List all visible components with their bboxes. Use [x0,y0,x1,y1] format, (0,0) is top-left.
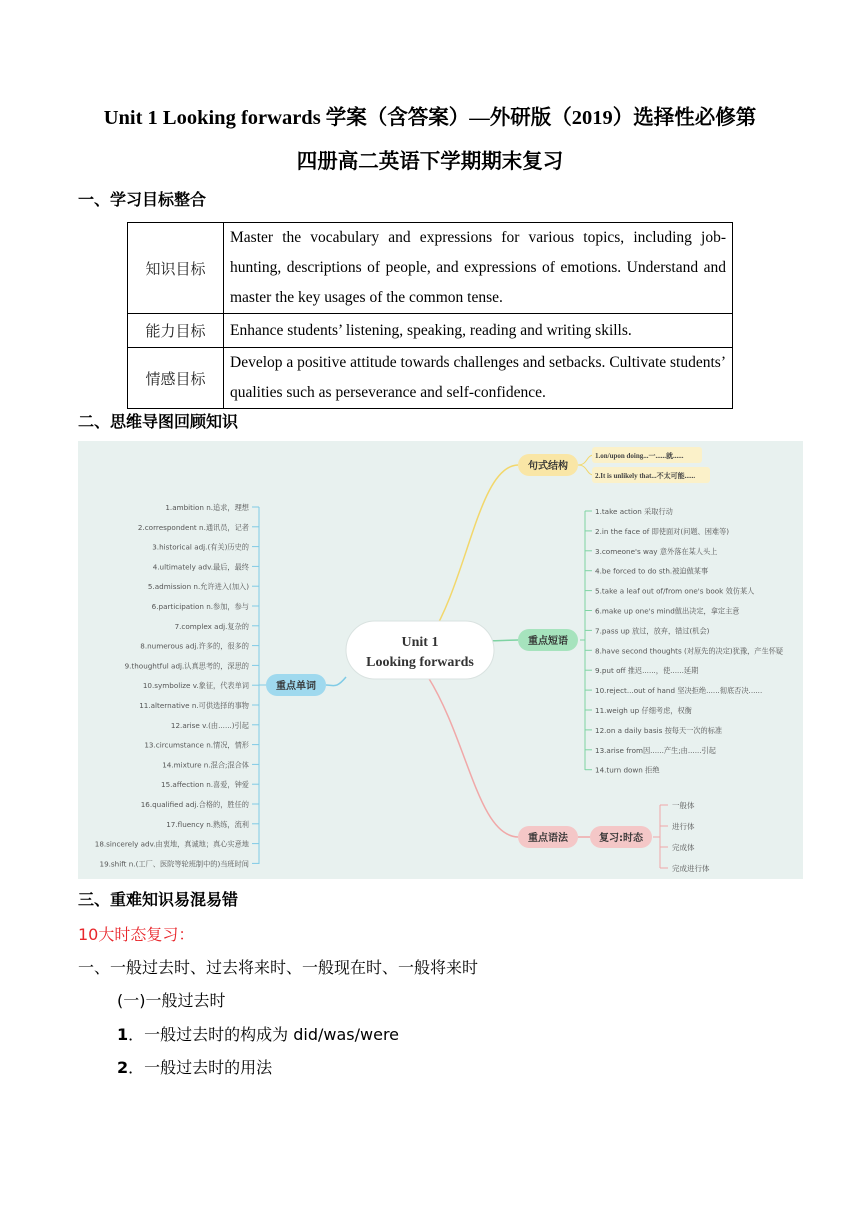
goal-key: 能力目标 [128,314,224,348]
structure-item: 1.on/upon doing...一......就...... [595,452,684,460]
grammar-list [672,800,710,873]
word-item: 13.circumstance n.情况，情形 [144,740,249,750]
branch-words-label: 重点单词 [276,681,316,692]
grammar-sub-label: 复习:时态 [599,833,643,844]
goals-row [128,314,733,348]
goal-key: 情感目标 [128,348,224,409]
word-item: 3.historical adj.(有关)历史的 [152,542,249,552]
phrase-list [595,507,783,775]
document-title-line2: 四册高二英语下学期期末复习 [296,151,564,173]
word-item: 12.arise v.(由......)引起 [170,720,249,730]
item-text: 一般过去时的用法 [144,1058,273,1077]
document-title-line1: Unit 1 Looking forwards 学案（含答案）—外研版（2019）选择性必修第 [103,107,757,129]
branch-phrases-label: 重点短语 [528,636,568,647]
word-item: 15.affection n.喜爱，钟爱 [161,780,249,790]
section-heading-key-points: 三、重难知识易混易错 [78,890,239,909]
goals-row [128,348,733,409]
numbered-item [117,1058,272,1078]
word-item: 14.mixture n.混合;混合体 [162,760,249,770]
center-title-line2: Looking forwards [366,655,474,670]
word-item: 16.qualified adj.合格的，胜任的 [140,800,249,809]
phrase-ticks [585,511,592,770]
goals-table [127,222,733,409]
phrase-item: 2.in the face of 即使面对(问题、困难等) [595,526,730,536]
center-node [346,621,494,679]
phrase-item: 11.weigh up 仔细考虑，权衡 [595,706,692,715]
word-item: 17.fluency n.熟练，流利 [166,819,249,829]
word-bracket [259,507,266,864]
connector-words [326,677,346,686]
grammar-item: 进行体 [672,822,695,831]
item-separator: ． [128,1058,145,1077]
phrase-item: 3.comeone's way 意外落在某人头上 [595,546,718,556]
connector-structure [428,465,518,641]
word-item: 4.ultimately adv.最后，最终 [152,562,249,572]
phrase-item: 4.be forced to do sth.被迫做某事 [595,566,709,576]
structure-item: 2.It is unlikely that...不太可能...... [595,472,696,480]
item-number: 1 [117,1025,129,1044]
phrase-item: 6.make up one's mind做出决定，拿定主意 [595,606,740,616]
word-list [95,503,250,868]
phrase-item: 5.take a leaf out of/from one's book 效仿某人 [595,586,755,596]
goal-value: Enhance students’ listening, speaking, reading and writing skills. [224,314,733,348]
goal-value: Master the vocabulary and expressions for various topics, including job-hunting, descriptions of people, and expressions of emotions. Understand and master the key usages of the common tense. [224,223,733,314]
word-item: 6.participation n.参加，参与 [151,602,249,611]
connector-structure-items [578,455,594,475]
word-item: 8.numerous adj.许多的，很多的 [140,641,249,651]
item-separator: ． [128,1025,145,1044]
item-number: 2 [117,1058,129,1077]
goal-value: Develop a positive attitude towards challenges and setbacks. Cultivate students’ qualities such as perseverance and self-confidence. [224,348,733,409]
section-heading-mindmap: 二、思维导图回顾知识 [78,412,239,431]
grammar-item: 一般体 [672,801,695,810]
word-item: 7.complex adj.复杂的 [174,621,249,631]
phrase-item: 12.on a daily basis 按每天一次的标准 [595,725,723,735]
word-item: 1.ambition n.追求，理想 [165,503,249,512]
grammar-item: 完成进行体 [672,864,710,873]
numbered-item [117,1025,399,1045]
branch-structure-label: 句式结构 [528,461,568,472]
phrase-item: 7.pass up 放过，放弃，错过(机会) [595,626,710,636]
phrase-item: 14.turn down 拒绝 [595,765,660,775]
goals-row [128,223,733,314]
grammar-item: 完成体 [672,843,695,852]
connector-grammar [428,677,518,837]
branch-grammar-label: 重点语法 [528,833,568,844]
center-title-line1: Unit 1 [401,635,439,650]
phrase-bracket [580,511,585,770]
word-item: 10.symbolize v.象征，代表单词 [142,681,249,691]
phrase-item: 13.arise from因......产生;由......引起 [595,745,716,755]
word-item: 18.sincerely adv.由衷地，真诚地；真心实意地 [94,839,249,849]
word-ticks [252,507,259,863]
phrase-item: 1.take action 采取行动 [595,507,673,516]
phrase-item: 8.have second thoughts (对原先的决定)犹豫，产生怀疑 [595,646,784,656]
word-item: 2.correspondent n.通讯员，记者 [137,522,249,532]
goal-key: 知识目标 [128,223,224,314]
tense-review-heading: 10大时态复习： [78,925,195,944]
item-text: 一般过去时的构成为 did/was/were [144,1025,400,1044]
phrase-item: 10.reject...out of hand 坚决拒绝......彻底否决...... [595,686,763,696]
section-heading-goals: 一、学习目标整合 [78,190,207,209]
tense-group-heading: 一、一般过去时、过去将来时、一般现在时、一般将来时 [78,958,479,977]
grammar-bracket [653,805,660,868]
grammar-ticks [660,805,668,868]
word-item: 9.thoughtful adj.认真思考的，深思的 [124,661,249,671]
subsection-heading: (一)一般过去时 [117,991,226,1010]
mind-map [78,441,803,879]
word-item: 11.alternative n.可供选择的事物 [139,701,249,710]
phrase-item: 9.put off 推迟......，使......延期 [595,666,699,676]
word-item: 19.shift n.(工厂、医院等轮班制中的)当班时间 [99,859,249,869]
word-item: 5.admission n.允许进入(加入) [147,582,249,592]
